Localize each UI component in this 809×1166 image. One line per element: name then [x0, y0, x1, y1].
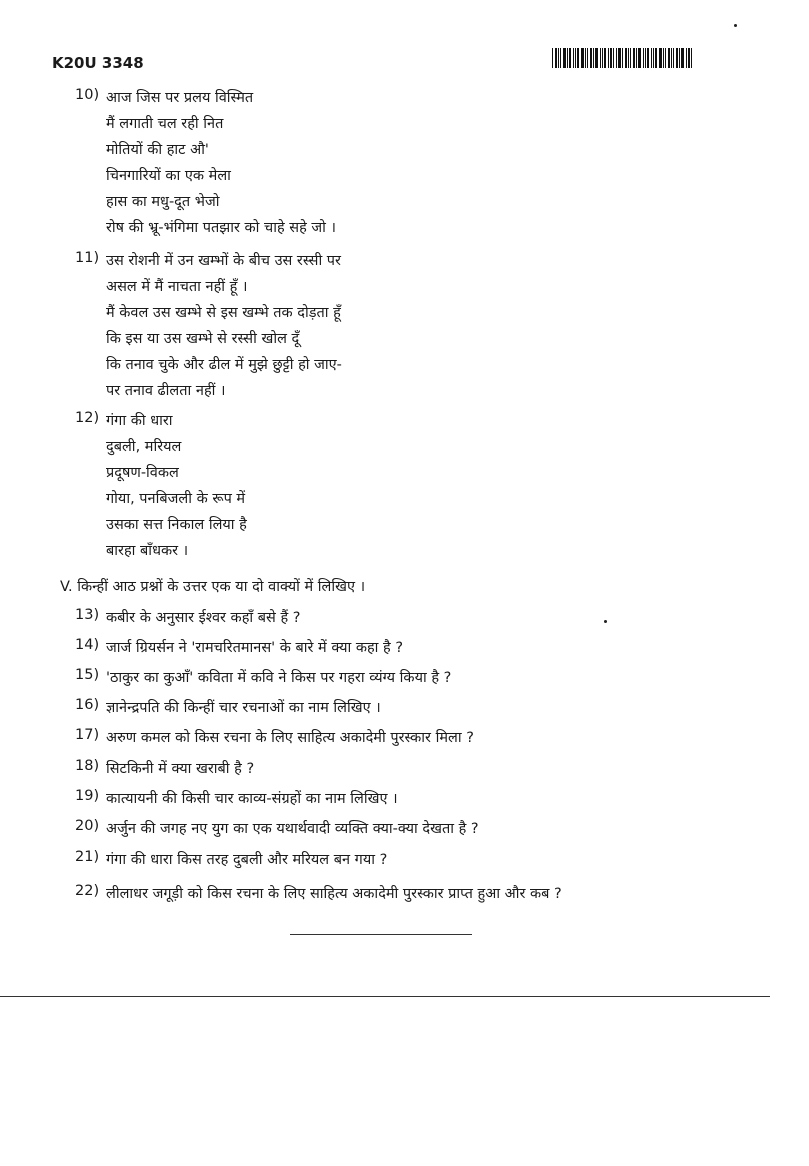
section-v-instruction: V. किन्हीं आठ प्रश्नों के उत्तर एक या दो वाक्यों में लिखिए । [60, 579, 366, 595]
poem-line: उस रोशनी में उन खम्भों के बीच उस रस्सी पर [106, 253, 341, 269]
poem-number: 11) [75, 250, 100, 266]
poem-line: हास का मधु-दूत भेजो [106, 194, 220, 210]
question-number: 14) [75, 637, 100, 653]
poem-number: 12) [75, 410, 100, 426]
poem-line: आज जिस पर प्रलय विस्मित [106, 90, 254, 106]
poem-line: बारहा बाँधकर । [106, 543, 189, 559]
question-number: 22) [75, 883, 100, 899]
poem-line: गंगा की धारा [106, 413, 173, 429]
poem-line: दुबली, मरियल [106, 439, 182, 455]
poem-line: चिनगारियों का एक मेला [106, 168, 231, 184]
question-text: कबीर के अनुसार ईश्वर कहाँ बसे हैं ? [106, 610, 301, 626]
question-number: 15) [75, 667, 100, 683]
question-text: अर्जुन की जगह नए युग का एक यथार्थवादी व्यक्ति क्या-क्या देखता है ? [106, 821, 479, 837]
question-number: 21) [75, 849, 100, 865]
barcode [552, 48, 707, 68]
poem-line: रोष की भ्रू-भंगिमा पतझार को चाहे सहे जो । [106, 220, 337, 236]
speck [734, 24, 737, 27]
question-text: जार्ज ग्रियर्सन ने 'रामचरितमानस' के बारे में क्या कहा है ? [106, 640, 404, 656]
question-number: 13) [75, 607, 100, 623]
poem-line: प्रदूषण-विकल [106, 465, 179, 481]
end-rule [290, 934, 472, 935]
question-number: 18) [75, 758, 100, 774]
question-text: लीलाधर जगूड़ी को किस रचना के लिए साहित्य अकादेमी पुरस्कार प्राप्त हुआ और कब ? [106, 886, 562, 902]
question-text: गंगा की धारा किस तरह दुबली और मरियल बन गया ? [106, 852, 388, 868]
poem-line: उसका सत्त निकाल लिया है [106, 517, 247, 533]
poem-line: मैं लगाती चल रही नित [106, 116, 224, 132]
question-text: 'ठाकुर का कुआँ' कविता में कवि ने किस पर गहरा व्यंग्य किया है ? [106, 670, 452, 686]
question-text: अरुण कमल को किस रचना के लिए साहित्य अकादेमी पुरस्कार मिला ? [106, 730, 474, 746]
poem-line: पर तनाव ढीलता नहीं । [106, 383, 226, 399]
poem-line: मोतियों की हाट औ' [106, 142, 209, 158]
question-text: सिटकिनी में क्या खराबी है ? [106, 761, 255, 777]
poem-line: गोया, पनबिजली के रूप में [106, 491, 246, 507]
question-number: 16) [75, 697, 100, 713]
poem-line: मैं केवल उस खम्भे से इस खम्भे तक दोड़ता हूँ [106, 305, 341, 321]
paper-code: K20U 3348 [52, 54, 144, 72]
question-text: ज्ञानेन्द्रपति की किन्हीं चार रचनाओं का नाम लिखिए । [106, 700, 381, 716]
question-number: 19) [75, 788, 100, 804]
poem-line: कि तनाव चुके और ढील में मुझे छुट्टी हो जाए- [106, 357, 342, 373]
question-number: 17) [75, 727, 100, 743]
question-text: कात्यायनी की किसी चार काव्य-संग्रहों का नाम लिखिए । [106, 791, 398, 807]
poem-number: 10) [75, 87, 100, 103]
speck [604, 620, 607, 623]
page-edge-line [0, 996, 770, 997]
question-number: 20) [75, 818, 100, 834]
poem-line: असल में मैं नाचता नहीं हूँ । [106, 279, 248, 295]
poem-line: कि इस या उस खम्भे से रस्सी खोल दूँ [106, 331, 300, 347]
